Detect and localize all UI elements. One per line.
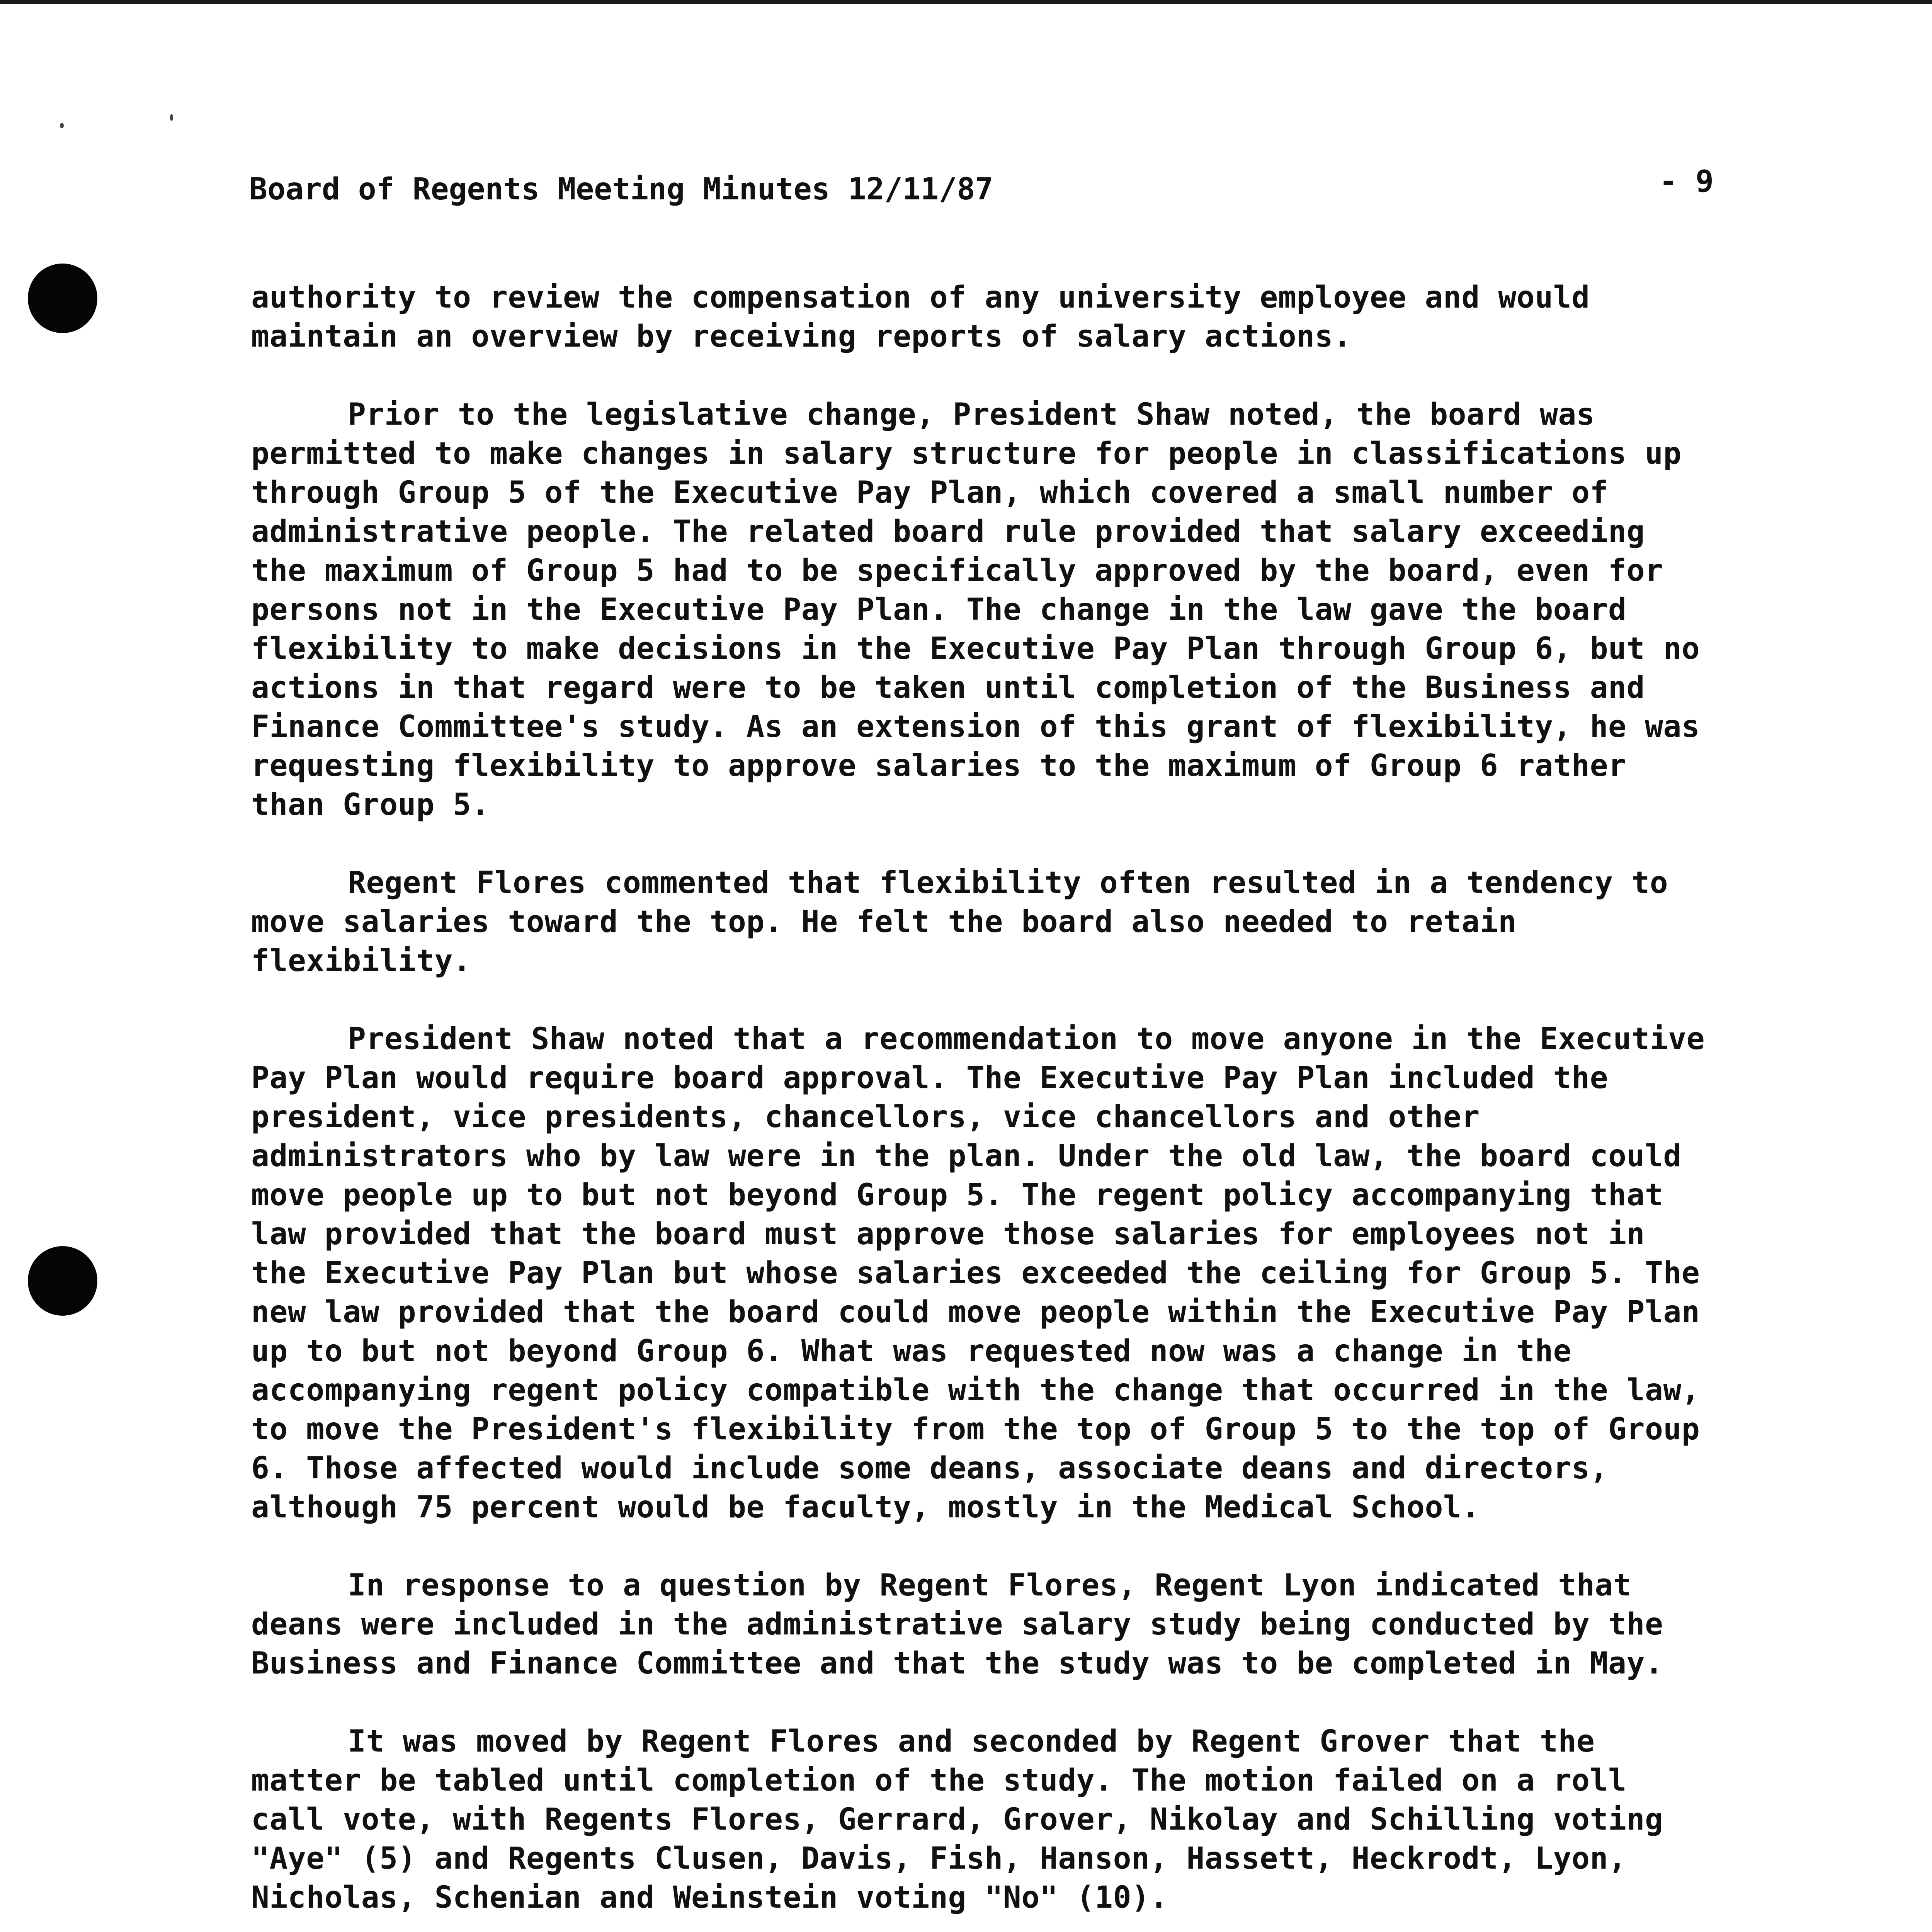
document-body [251, 278, 1712, 1932]
paragraph-continuation: authority to review the compensation of any university employee and would maintain an overview by receiving reports of salary actions. [251, 280, 1590, 354]
page-top-edge [0, 0, 1932, 4]
paragraph-roll-call-vote: It was moved by Regent Flores and seconded by Regent Grover that the matter be tabled until completion of the study. The motion failed on a roll call vote, with Regents Flores, Gerrard, Grover, Nikolay and Schilling voting "Aye" (5) and Regents Clusen, Davis, Fish, Hanson, Hassett, Heckrodt, Lyon, Nicholas, Schenian and Weinstein voting "No" (10). [251, 1724, 1663, 1915]
scan-speck [60, 123, 64, 128]
document-title: Board of Regents Meeting Minutes 12/11/87 [249, 172, 993, 207]
paragraph-shaw-executive-pay-plan: President Shaw noted that a recommendation to move anyone in the Executive Pay Plan would require board approval. The Executive Pay Plan included the president, vice presidents, chancellors, vice chancellors and other administrators who by law were in the plan. Under the old law, the board could move people up to but not beyond Group 5. The regent policy accompanying that law provided that the board must approve those salaries for employees not in the Executive Pay Plan but whose salaries exceeded the ceiling for Group 5. The new law provided that the board could move people within the Executive Pay Plan up to but not beyond Group 6. What was requested now was a change in the accompanying regent policy compatible with the change that occurred in the law, to move the President's flexibility from the top of Group 5 to the top of Group 6. Those affected would include some deans, associate deans and directors, although 75 percent would be faculty, mostly in the Medical School. [251, 1022, 1705, 1525]
paragraph-flores-comment: Regent Flores commented that flexibility often resulted in a tendency to move salaries toward the top. He felt the board also needed to retain flexibility. [251, 866, 1668, 978]
punch-hole-top [28, 264, 97, 333]
paragraph-lyon-response: In response to a question by Regent Flores, Regent Lyon indicated that deans were included in the administrative salary study being conducted by the Business and Finance Committee and that the study was to be completed in May. [251, 1568, 1663, 1681]
page-header [249, 164, 1714, 209]
page-number: - 9 [1659, 164, 1714, 199]
scan-speck [170, 114, 173, 121]
paragraph-legislative-change: Prior to the legislative change, President Shaw noted, the board was permitted to make changes in salary structure for people in classifications up through Group 5 of the Executive Pay Plan, which covered a small number of administrative people. The related board rule provided that salary exceeding the maximum of Group 5 had to be specifically approved by the board, even for persons not in the Executive Pay Plan. The change in the law gave the board flexibility to make decisions in the Executive Pay Plan through Group 6, but no actions in that regard were to be taken until completion of the Business and Finance Committee's study. As an extension of this grant of flexibility, he was requesting flexibility to approve salaries to the maximum of Group 6 rather than Group 5. [251, 397, 1700, 822]
punch-hole-middle [28, 1246, 97, 1316]
